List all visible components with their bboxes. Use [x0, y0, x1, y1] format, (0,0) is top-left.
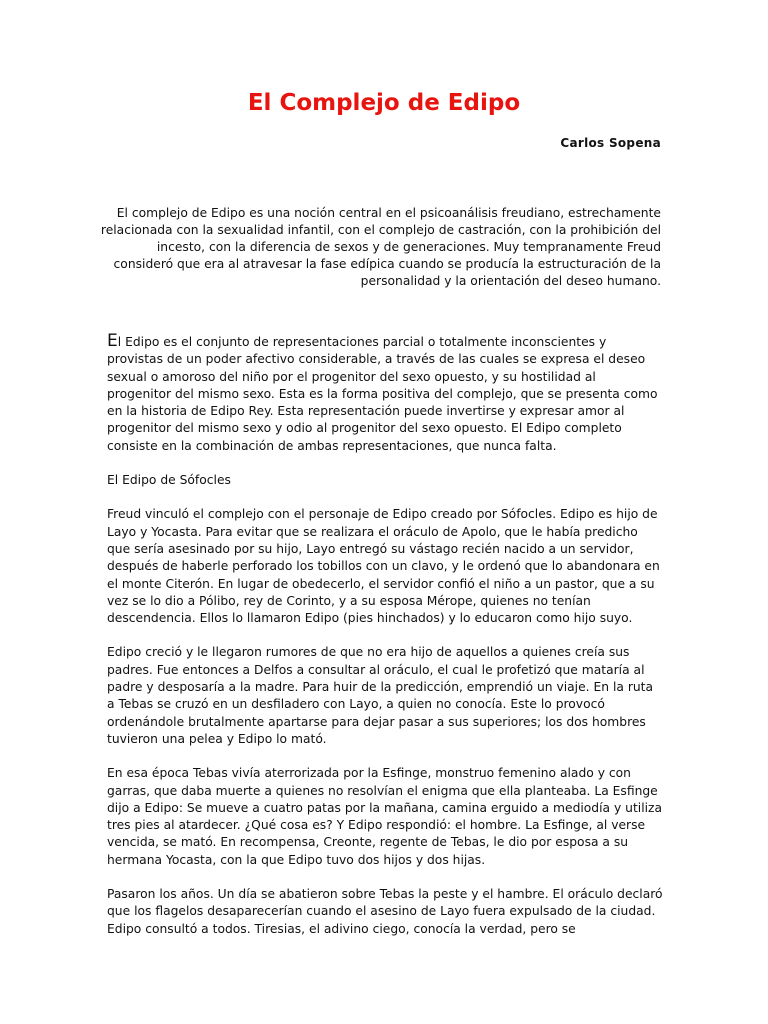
body-paragraph-4: Pasaron los años. Un día se abatieron sobre Tebas la peste y el hambre. El oráculo declaró que los flagelos desaparecerían cuando el asesino de Layo fuera expulsado de la ciudad. Edipo consultó a todos. Tiresias, el adivino ciego, conocía la verdad, pero se: [107, 887, 663, 936]
section-heading: El Edipo de Sófocles: [107, 473, 231, 488]
author-name: Carlos Sopena: [560, 136, 661, 150]
abstract-paragraph: El complejo de Edipo es una noción central en el psicoanálisis freudiano, estrechamente relacionada con la sexualidad infantil, con el complejo de castración, con la prohibición del incesto, con la diferencia de sexos y de generaciones. Muy tempranamente Freud consideró que era al atravesar la fase edípica cuando se producía la estructuración de la personalidad y la orientación del deseo humano.: [100, 206, 661, 288]
intro-paragraph: [107, 331, 663, 455]
body-text: [107, 331, 663, 955]
body-paragraph-3: En esa época Tebas vivía aterrorizada por la Esfinge, monstruo femenino alado y con garras, que daba muerte a quienes no resolvían el enigma que ella planteaba. La Esfinge dijo a Edipo: Se mueve a cuatro patas por la mañana, camina erguido a mediodía y utiliza tres pies al atardecer. ¿Qué cosa es? Y Edipo respondió: el hombre. La Esfinge, al verse vencida, se mató. En recompensa, Creonte, regente de Tebas, le dio por esposa a su hermana Yocasta, con la que Edipo tuvo dos hijos y dos hijas.: [107, 766, 663, 867]
body-paragraph-1: Freud vinculó el complejo con el personaje de Edipo creado por Sófocles. Edipo es hijo de Layo y Yocasta. Para evitar que se realizara el oráculo de Apolo, que le había predicho que sería asesinado por su hijo, Layo entregó su vástago recién nacido a un servidor, después de haberle perforado los tobillos con un clavo, y le ordenó que lo abandonara en el monte Citerón. En lugar de obedecerlo, el servidor confió el niño a un pastor, que a su vez se lo dio a Pólibo, rey de Corinto, y a su esposa Mérope, quienes no tenían descendencia. Ellos lo llamaron Edipo (pies hinchados) y lo educaron como hijo suyo.: [107, 507, 660, 626]
drop-initial: E: [107, 331, 118, 351]
intro-text: l Edipo es el conjunto de representaciones parcial o totalmente inconscientes y provistas de un poder afectivo considerable, a través de las cuales se expresa el deseo sexual o amoroso del niño por el progenitor del sexo opuesto, y su hostilidad al progenitor del mismo sexo. Esta es la forma positiva del complejo, que se presenta como en la historia de Edipo Rey. Esta representación puede invertirse y expresar amor al progenitor del mismo sexo y odio al progenitor del sexo opuesto. El Edipo completo consiste en la combinación de ambas representaciones, que nunca falta.: [107, 335, 658, 453]
document-title: El Complejo de Edipo: [247, 90, 521, 116]
body-paragraph-2: Edipo creció y le llegaron rumores de que no era hijo de aquellos a quienes creía sus padres. Fue entonces a Delfos a consultar al oráculo, el cual le profetizó que mataría al padre y desposaría a la madre. Para huir de la predicción, emprendió un viaje. En la ruta a Tebas se cruzó en un desfiladero con Layo, a quien no conocía. Este lo provocó ordenándole brutalmente apartarse para dejar pasar a sus superiores; los dos hombres tuvieron una pelea y Edipo lo mató.: [107, 645, 654, 746]
